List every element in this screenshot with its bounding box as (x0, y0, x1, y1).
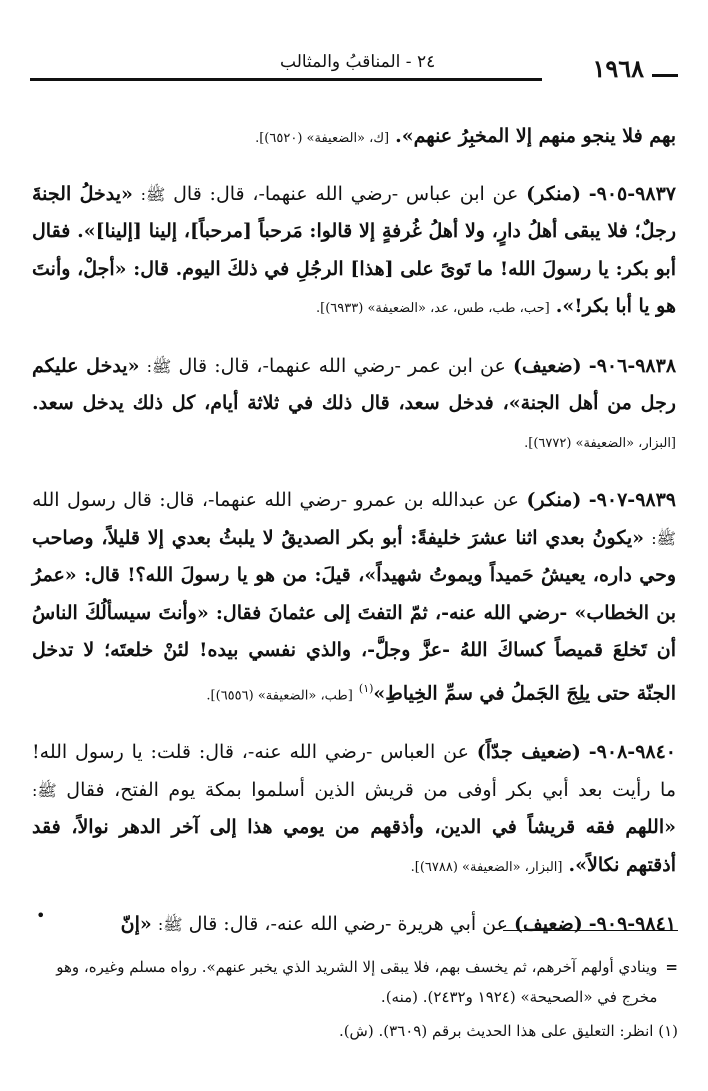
footnote-1: (١) انظر: التعليق على هذا الحديث برقم (٣٦٠٩). (ش). (338, 1022, 678, 1040)
footnotes (30, 952, 678, 1046)
hadith-number: ٩٨٣٩-٩٠٧- (588, 489, 677, 511)
hadith-9837 (32, 176, 676, 328)
pbuh-glyph: ﷺ: (146, 356, 172, 376)
hadith-intro: عن العباس -رضي الله عنه-، قال: قلت: يا رسول الله! ما رأيت بعد أبي بكر أوفى من قريش الذين أسلموا بمكة يوم الفتح، فقال (32, 741, 677, 801)
hadith-grade: (منكر) (526, 489, 582, 511)
hadith-grade: (ضعيف جدّاً) (476, 741, 581, 764)
hadith-reference: [البزار، «الضعيفة» (٦٧٧٢)]. (524, 435, 676, 451)
continuation-mark: = (665, 958, 678, 976)
hadith-number: ٩٨٤٠-٩٠٨- (588, 741, 677, 764)
page-header (30, 52, 678, 92)
hadith-reference: [طب، «الضعيفة» (٦٥٥٦)]. (206, 687, 353, 703)
hadith-intro: عن عبدالله بن عمرو -رضي الله عنهما-، قال: قال رسول الله (32, 489, 519, 511)
hadith-reference: [البزار، «الضعيفة» (٦٧٨٨)]. (410, 859, 563, 875)
header-dash (652, 74, 678, 77)
hadith-text: «يدخل عليكم رجل من أهل الجنة»، فدخل سعد، قال ذلك في ثلاثة أيام، كل ذلك يدخل سعد. (32, 354, 676, 414)
hadith-grade: (ضعيف) (512, 354, 582, 377)
footnote-marker[interactable]: (١) (358, 681, 374, 695)
hadith-number: ٩٨٣٧-٩٠٥- (588, 182, 676, 205)
hadith-text: «اللهم فقه قريشاً في الدين، وأذقهم من يومي هذا إلى آخر الدهر نوالاً، فقد أذقتهم نكالاً». (32, 816, 676, 876)
footnote-divider (503, 930, 678, 931)
hadith-intro: عن أبي هريرة -رضي الله عنه-، قال: قال (188, 913, 508, 936)
hadith-reference: [حب، طب، طس، عد، «الضعيفة» (٦٩٣٣)]. (316, 301, 550, 316)
pbuh-glyph: ﷺ: (651, 528, 676, 548)
hadith-grade: (ضعيف) (514, 913, 583, 936)
header-rule (30, 78, 542, 81)
hadith-intro: عن ابن عباس -رضي الله عنهما-، قال: قال (173, 182, 519, 205)
hadith-text: «إنّ (120, 913, 152, 936)
hadith-intro: عن ابن عمر -رضي الله عنهما-، قال: قال (178, 354, 506, 377)
intro-line (32, 118, 676, 158)
hadith-number: ٩٨٤١-٩٠٩- (588, 913, 676, 936)
continuation-text: وينادي أولهم آخرهم، ثم يخسف بهم، فلا يبقى إلا الشريد الذي يخبر عنهم». رواه مسلم وغيره، وهو مخرج في «الصحيحة» (١٩٢٤ و٢٤٣٢). (منه). (56, 958, 658, 1006)
footnote-continuation (30, 952, 678, 1012)
margin-bullet: • (36, 906, 46, 925)
intro-text: بهم فلا ينجو منهم إلا المخبِرُ عنهم». (395, 125, 676, 147)
pbuh-glyph: ﷺ: (140, 184, 166, 204)
intro-reference: [ك، «الضعيفة» (٦٥٢٠)]. (255, 131, 390, 146)
hadith-text: «يدخلُ الجنةَ رجلٌ؛ فلا يبقى أهلُ دارٍ، ولا أهلُ غُرفةٍ إلا قالوا: مَرحباً [مرحباً]، إلينا [إلينا]». فقال أبو بكر: يا رسولَ الله! ما تَوىً على [هذا] الرجُلِ في ذلكَ اليوم. قال: «أجلْ، وأنتَ هو يا أبا بكر!». (32, 182, 676, 317)
hadith-9838 (32, 348, 676, 463)
chapter-title: ٢٤ - المناقبُ والمثالب (280, 52, 436, 72)
hadith-9839 (32, 482, 676, 714)
pbuh-glyph: ﷺ: (157, 915, 183, 935)
hadith-number: ٩٨٣٨-٩٠٦- (588, 354, 677, 377)
hadith-9841 (32, 906, 676, 944)
page-body (32, 118, 676, 964)
page-number: ١٩٦٨ (592, 54, 644, 83)
hadith-grade: (منكر) (526, 182, 581, 205)
hadith-text: «يكونُ بعدي اثنا عشرَ خليفةً: أبو بكر الصديقُ لا يلبثُ بعدي إلا قليلاً، وصاحب وحي داره، يعيشُ حَميداً ويموتُ شهيداً»، قيلَ: من هو يا رسولَ الله؟! قال: «عمرُ بن الخطاب» -رضي الله عنه-، ثمّ التفتَ إلى عثمانَ فقال: «وأنتَ سيسألُكَ الناسُ أن تَخلعَ قميصاً كساكَ اللهُ -عزَّ وجلَّ-، والذي نفسي بيده! لئنْ خلعتَه؛ لا تدخل الجنّة حتى يلِجَ الجَملُ في سمِّ الخِياطِ» (32, 526, 676, 704)
pbuh-glyph: ﷺ: (32, 780, 57, 800)
hadith-9840 (32, 734, 676, 886)
